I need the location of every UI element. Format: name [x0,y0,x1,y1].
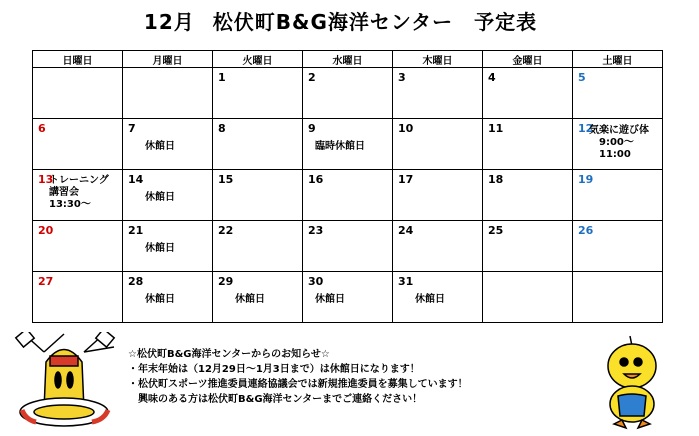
weekday-wed: 水曜日 [303,51,393,68]
day-number: 31 [398,275,414,288]
day-number: 7 [128,122,136,135]
calendar-week-row [33,119,663,170]
calendar-day-cell [213,272,303,323]
day-number: 11 [488,122,504,135]
calendar-day-cell [303,119,393,170]
calendar-day-cell [393,221,483,272]
calendar-day-cell [393,272,483,323]
calendar-day-cell [213,119,303,170]
day-number: 29 [218,275,234,288]
day-event-note: 休館日 [145,192,175,203]
day-number: 20 [38,224,54,237]
day-number: 13 [38,173,54,186]
weekday-fri: 金曜日 [483,51,573,68]
day-number: 10 [398,122,414,135]
calendar-day-cell [123,272,213,323]
day-number: 27 [38,275,54,288]
calendar-week-row [33,272,663,323]
calendar-day-cell [573,221,663,272]
day-number: 30 [308,275,324,288]
day-number: 1 [218,71,226,84]
calendar-day-cell [123,170,213,221]
calendar-day-cell [393,119,483,170]
day-event-note: 休館日 [235,294,265,305]
calendar-day-cell [483,221,573,272]
calendar-day-cell [213,170,303,221]
calendar-week-row [33,68,663,119]
day-number: 28 [128,275,144,288]
weekday-header-row [33,51,663,68]
day-number: 26 [578,224,594,237]
day-event-note: 臨時休館日 [315,141,365,152]
calendar-week-row [33,170,663,221]
calendar-day-cell [483,68,573,119]
calendar-day-cell [33,68,123,119]
day-number: 23 [308,224,324,237]
day-number: 25 [488,224,504,237]
notice-line: ・松伏町スポーツ推進委員連絡協議会では新規推進委員を募集しています！ [128,379,468,390]
day-number: 8 [218,122,226,135]
calendar-day-cell [573,170,663,221]
day-event-note: トレーニング 講習会 13:30～ [49,175,109,210]
calendar-day-cell [33,221,123,272]
day-event-note: 休館日 [145,294,175,305]
calendar-day-cell [303,68,393,119]
day-number: 14 [128,173,144,186]
calendar-day-cell [483,272,573,323]
page-title [0,6,699,35]
day-number: 12 [578,122,594,135]
notice-heading: ☆松伏町B&G海洋センターからのお知らせ☆ [128,349,330,360]
day-number: 2 [308,71,316,84]
windmill-mascot-illustration [14,332,122,432]
calendar-day-cell [123,221,213,272]
day-number: 4 [488,71,496,84]
notice-section [128,347,468,407]
day-number: 19 [578,173,594,186]
day-number: 16 [308,173,324,186]
day-number: 15 [218,173,234,186]
day-event-note: 休館日 [145,141,175,152]
calendar-day-cell [303,221,393,272]
title-text: 松伏町B&G海洋センター 予定表 [212,10,538,34]
calendar-table [32,50,663,323]
calendar-day-cell [393,68,483,119]
notice-line: 興味のある方は松伏町B&G海洋センターまでご連絡ください！ [128,394,423,405]
weekday-sun: 日曜日 [33,51,123,68]
day-event-note: 休館日 [415,294,445,305]
day-number: 17 [398,173,414,186]
calendar-day-cell [33,170,123,221]
calendar-week-row [33,221,663,272]
day-number: 9 [308,122,316,135]
weekday-sat: 土曜日 [573,51,663,68]
calendar-day-cell [213,68,303,119]
calendar-day-cell [483,119,573,170]
weekday-thu: 木曜日 [393,51,483,68]
calendar-day-cell [33,119,123,170]
day-number: 18 [488,173,504,186]
calendar-day-cell [123,119,213,170]
calendar-day-cell [573,119,663,170]
calendar-day-cell [303,170,393,221]
calendar-day-cell [303,272,393,323]
weekday-tue: 火曜日 [213,51,303,68]
calendar-day-cell [393,170,483,221]
day-number: 21 [128,224,144,237]
day-number: 24 [398,224,414,237]
title-month: 12月 [143,10,195,34]
day-number: 5 [578,71,586,84]
notice-line: ・年末年始は（12月29日～1月3日まで）は休館日になります！ [128,364,420,375]
day-number: 22 [218,224,234,237]
day-event-note: 気楽に遊び体 9:00～ 11:00 [589,125,649,160]
day-event-note: 休館日 [145,243,175,254]
day-number: 6 [38,122,46,135]
calendar-day-cell [573,272,663,323]
calendar-day-cell [213,221,303,272]
calendar-day-cell [123,68,213,119]
calendar-day-cell [483,170,573,221]
calendar-day-cell [33,272,123,323]
duck-mascot-illustration [592,332,670,432]
weekday-mon: 月曜日 [123,51,213,68]
calendar-day-cell [573,68,663,119]
day-number: 3 [398,71,406,84]
day-event-note: 休館日 [315,294,345,305]
